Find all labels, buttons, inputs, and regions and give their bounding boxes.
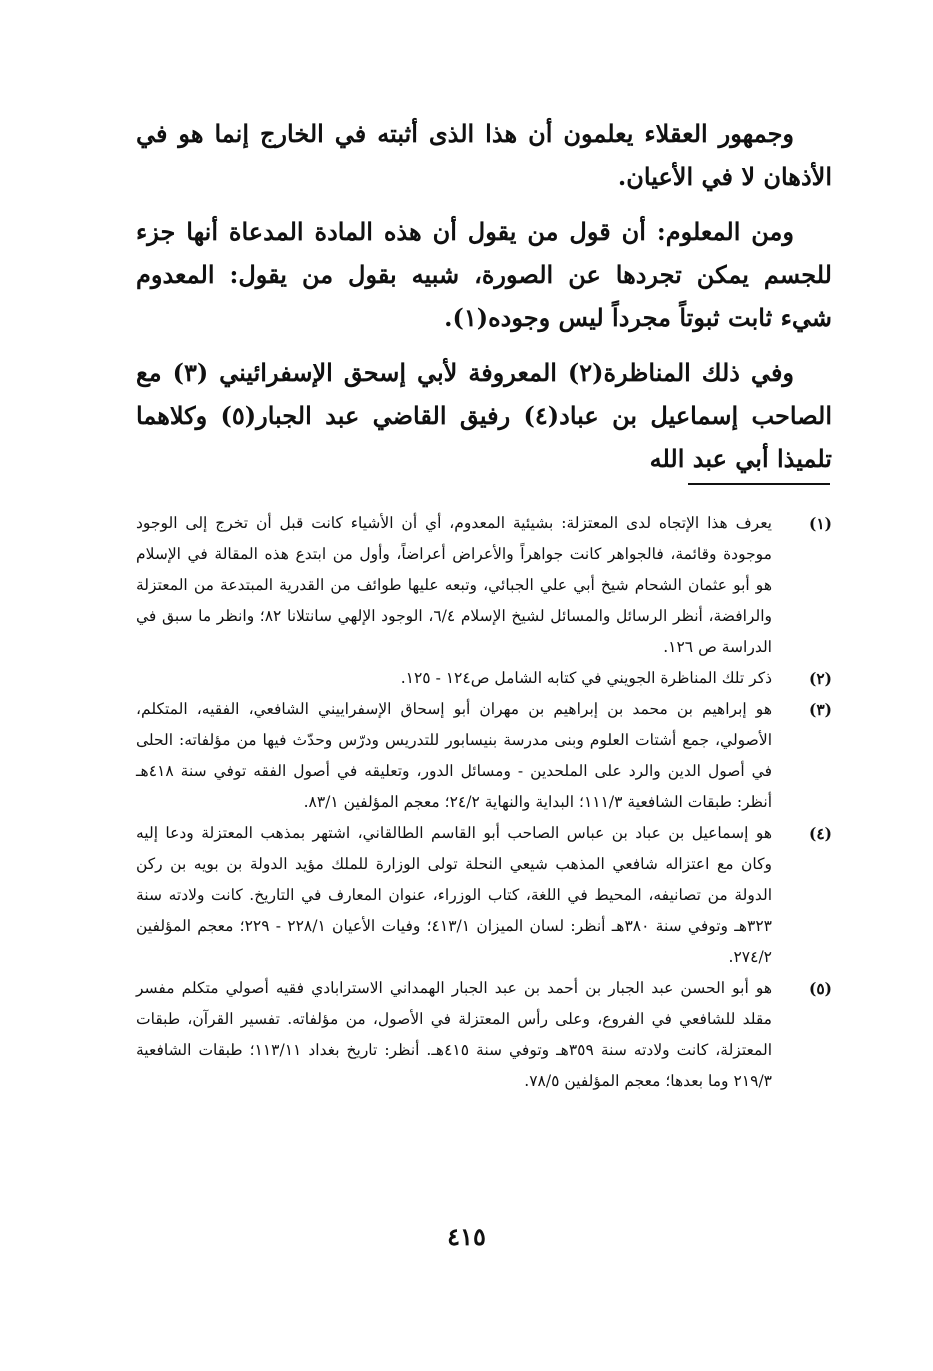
footnote-number: (٤)	[808, 824, 832, 843]
footnote-text: هو أبو الحسن عبد الجبار بن أحمد بن عبد الجبار الهمداني الاسترابادي فقيه أصولي متكلم مفسر مقلد للشافعي في الفروع، وعلى رأس المعتزلة في الأصول، من مؤلفاته. تفسير القرآن، طبقات المعتزلة، كانت ولادته سنة ٣٥٩هـ وتوفي سنة ٤١٥هـ. أنظر: تاريخ بغداد ١١٣/١١؛ طبقات الشافعية ٢١٩/٣ وما بعدها؛ معجم المؤلفين ٧٨/٥.	[136, 979, 772, 1090]
footnote-5	[136, 973, 832, 1097]
footnote-text: هو إبراهيم بن محمد بن إبراهيم بن مهران أبو إسحاق الإسفراييني الشافعي، الفقيه، المتكلم، الأصولي، جمع أشتات العلوم وبنى مدرسة بنيسابور للتدريس ودرّس وحدّث فيها من مؤلفاته: الحلى في أصول الدين والرد على الملحدين - ومسائل الدور، وتعليقه في أصول الفقه توفي سنة ٤١٨هـ أنظر: طبقات الشافعية ١١١/٣؛ البداية والنهاية ٢٤/٢؛ معجم المؤلفين ٨٣/١.	[136, 700, 772, 811]
footnote-number: (٢)	[808, 669, 832, 688]
footnote-number: (١)	[808, 514, 832, 533]
main-body-text	[136, 112, 832, 492]
body-paragraph-1: وجمهور العقلاء يعلمون أن هذا الذى أثبته في الخارج إنما هو في الأذهان لا في الأعيان.	[136, 119, 832, 191]
footnote-number: (٣)	[808, 700, 832, 719]
page-number: ٤١٥	[447, 1222, 486, 1251]
footnote-text: هو إسماعيل بن عباد بن عباس الصاحب أبو القاسم الطالقاني، اشتهر بمذهب المعتزلة ودعا إليه وكان مع اعتزاله شافعي المذهب شيعي النحلة تولى الوزارة للملك مؤيد الدولة بن بويه بن ركن الدولة من تصانيفه، المحيط في اللغة، كتاب الوزراء، عنوان المعارف في التاريخ. كانت ولادته سنة ٣٢٣هـ وتوفي سنة ٣٨٠هـ أنظر: لسان الميزان ٤١٣/١؛ وفيات الأعيان ٢٢٨/١ - ٢٢٩؛ معجم المؤلفين ٢٧٤/٢.	[136, 824, 772, 966]
footnote-text: يعرف هذا الإتجاه لدى المعتزلة: بشيئية المعدوم، أي أن الأشياء كانت قبل أن تخرج إلى الوجود موجودة وقائمة، فالجواهر كانت جواهراً والأعراض أعراضاً، وأول من ابتدع هذه المقالة في الإسلام هو أبو عثمان الشحام شيخ أبي علي الجبائي، وتبعه عليها طوائف من القدرية المبتدعة من المعتزلة والرافضة، أنظر الرسائل والمسائل لشيخ الإسلام ٦/٤، الوجود الإلهي سانتلانا ٨٢؛ وانظر ما سبق في الدراسة ص ١٢٦.	[136, 514, 772, 656]
footnote-1	[136, 508, 832, 663]
footnote-2	[136, 663, 832, 694]
footnote-3	[136, 694, 832, 818]
footnote-4	[136, 818, 832, 973]
footnote-number: (٥)	[808, 979, 832, 998]
footnotes-section	[136, 508, 832, 1097]
body-paragraph-3: وفي ذلك المناظرة(٢) المعروفة لأبي إسحق الإسفرائيني (٣) مع الصاحب إسماعيل بن عباد(٤) رفيق القاضي عبد الجبار(٥) وكلاهما تلميذا أبي عبد الله	[136, 358, 832, 473]
footnote-text: ذكر تلك المناظرة الجويني في كتابه الشامل ص١٢٤ - ١٢٥.	[400, 669, 772, 687]
body-paragraph-2: ومن المعلوم: أن قول من يقول أن هذه المادة المدعاة أنها جزء للجسم يمكن تجردها عن الصورة، شبيه بقول من يقول: المعدوم شيء ثابت ثبوتاً مجرداً ليس وجوده(١).	[136, 217, 832, 332]
footnote-separator	[688, 483, 830, 485]
